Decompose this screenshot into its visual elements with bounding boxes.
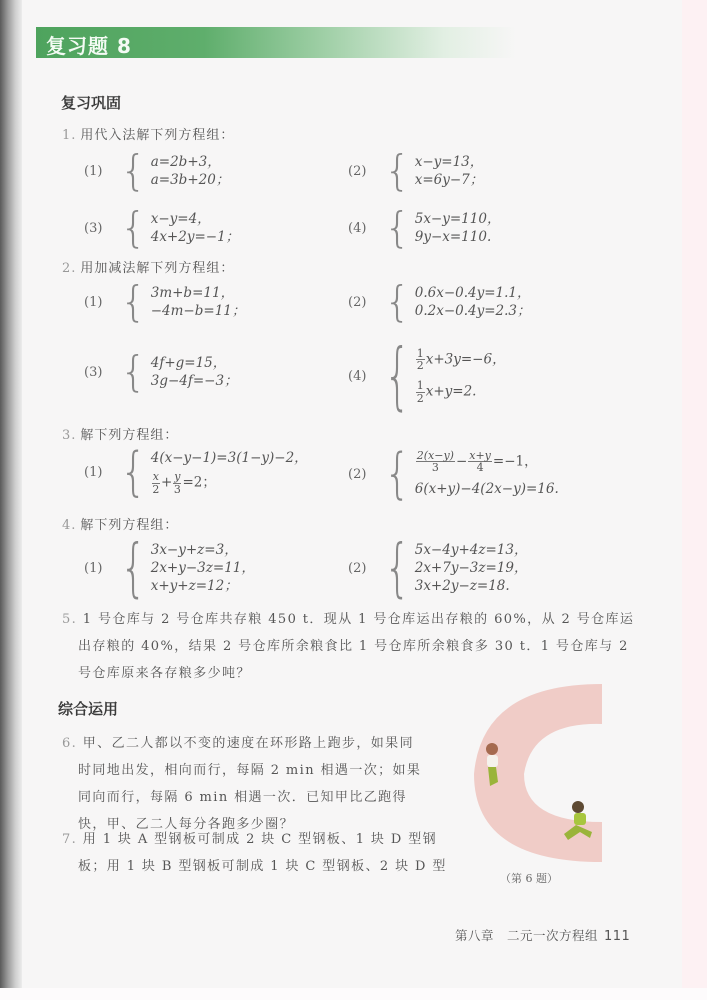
numerator: 1 [416,379,424,392]
equation: 3g−4f=−3； [150,373,238,389]
equation-lines [151,354,238,390]
fraction [416,348,425,372]
equation: x=6y−7； [414,172,484,188]
question-number: 6. [62,736,78,751]
equation-lines [151,284,246,320]
question-text: 用代入法解下列方程组： [80,128,235,143]
q3-part-1 [84,440,308,502]
section-title-review: 复习巩固 [61,94,122,112]
equation: 2x+7y−3z=19， [414,559,528,576]
text-line [62,730,452,757]
question-5 [62,606,662,687]
page-footer [455,926,630,944]
q2-part-1 [84,277,246,326]
brace-icon: { [384,441,411,506]
q1-part-3 [84,203,240,252]
operator: + [160,474,173,491]
denominator: 2 [152,482,160,496]
equation-lines [415,348,506,404]
part-label: (2) [348,466,367,482]
equation-lines [415,210,501,246]
equation-lines [415,284,531,320]
equation: 6(x+y)−4(2x−y)=16. [414,480,559,497]
part-label: (2) [348,294,367,310]
page-bottom-edge [0,988,707,1000]
question-1-stem [62,124,234,143]
q2-part-4 [348,332,506,418]
numerator: x+y [469,448,491,462]
numerator: 1 [416,346,424,360]
track-illustration [452,682,612,867]
question-text: 解下列方程组： [80,518,179,533]
text-line: 出存粮的 40%，结果 2 号仓库所余粮食比 1 号仓库所余粮食多 30 t．1 号仓库与 2 [78,639,629,654]
fraction [416,380,425,404]
brace-icon: { [384,332,411,418]
brace-icon: { [120,277,147,326]
equation-rest: x+y=2. [425,383,477,400]
brace-icon: { [384,530,411,604]
equation-rest: x+3y=−6， [425,351,506,368]
page-edge [682,0,707,1000]
question-number: 4. [62,518,77,533]
equation: a=2b+3， [150,153,221,170]
q4-part-2 [348,530,528,604]
q2-part-3 [84,347,238,396]
equation: 0.2x−0.4y=2.3； [414,303,531,319]
denominator: 2 [416,391,424,405]
q2-part-2 [348,277,531,326]
equation: 3m+b=11， [150,284,235,301]
brace-icon: { [120,347,147,396]
equation-lines [415,541,528,596]
question-6 [62,730,452,838]
equation: x−y=4， [150,210,211,227]
section-title-applied: 综合运用 [58,700,119,718]
part-label: (1) [84,163,103,179]
text-line: 时同地出发，相向而行，每隔 2 min 相遇一次；如果 [78,763,422,778]
denominator: 3 [173,482,181,496]
equation: x−y=13， [414,153,484,170]
line-text: 用 1 块 A 型钢板可制成 2 块 C 型钢板、1 块 D 型钢 [82,832,437,847]
equation: 4(x−y−1)=3(1−y)−2， [150,449,308,466]
question-text: 用加减法解下列方程组： [80,261,235,276]
equation: 9y−x=110. [414,229,492,245]
brace-icon: { [120,146,147,195]
figure-caption: （第 6 题） [500,872,558,885]
line-text: 甲、乙二人都以不变的速度在环形路上跑步，如果同 [82,736,414,751]
fraction [152,471,160,495]
question-number: 3. [62,428,77,443]
equation: 3x−y+z=3， [150,541,238,558]
chapter-title: 第八章 二元一次方程组 [455,928,599,943]
equation: −4m−b=11； [150,303,246,319]
part-label: (2) [348,163,367,179]
equation [415,348,506,372]
question-7 [62,826,452,880]
part-label: (4) [348,220,367,236]
brace-icon: { [120,203,147,252]
part-label: (4) [348,368,367,384]
part-label: (3) [84,220,103,236]
equation-lines [151,210,239,246]
equation [151,471,308,495]
numerator: x [152,470,159,484]
brace-icon: { [384,203,411,252]
q4-part-1 [84,530,255,604]
text-line: 同向而行，每隔 6 min 相遇一次．已知甲比乙跑得 [78,790,407,805]
part-label: (1) [84,560,103,576]
denominator: 2 [416,359,424,373]
numerator: y [174,470,181,484]
part-label: (1) [84,294,103,310]
part-label: (1) [84,464,103,480]
equation: 5x−4y+4z=13， [414,541,528,558]
equation: 0.6x−0.4y=1.1， [414,284,531,301]
part-label: (3) [84,364,103,380]
equation: 5x−y=110， [414,210,501,227]
equation-rest: =−1， [492,453,538,470]
text-line [62,826,452,853]
equation: 4x+2y=−1； [150,229,240,245]
numerator: 2(x−y) [416,448,454,462]
book-spine-shadow [0,0,22,1000]
equation-rest: =2； [182,474,216,491]
fraction [416,450,455,474]
question-2-stem [62,257,234,276]
text-line: 快，甲、乙二人每分各跑多少圈？ [78,817,295,832]
question-number: 1. [62,128,77,143]
fraction [468,450,492,474]
equation-lines [415,153,484,189]
brace-icon: { [120,530,147,604]
equation-lines [151,541,255,596]
text-line: 号仓库原来各存粮多少吨？ [78,666,251,681]
brace-icon: { [120,440,147,502]
operator: − [455,453,468,470]
q1-part-4 [348,203,501,252]
chapter-review-banner [36,27,516,58]
equation: a=3b+20； [150,172,230,188]
equation-lines [151,449,308,495]
q1-part-2 [348,146,484,195]
brace-icon: { [384,146,411,195]
brace-icon: { [384,277,411,326]
denominator: 3 [431,461,439,475]
equation: 3x+2y−z=18. [414,578,510,595]
equation [415,380,506,404]
equation: 4f+g=15， [150,354,227,371]
equation-lines [151,153,230,189]
fraction [173,471,181,495]
question-number: 5. [62,612,78,627]
q3-part-2 [348,441,559,506]
question-number: 7. [62,832,78,847]
equation: 2x+y−3z=11， [150,559,255,576]
banner-title: 复习题 8 [46,34,132,58]
text-line [62,606,662,633]
page-number: 111 [604,929,631,944]
equation [415,450,559,474]
equation: x+y+z=12； [150,578,238,595]
q1-part-1 [84,146,230,195]
text-line: 板；用 1 块 B 型钢板可制成 1 块 C 型钢板、2 块 D 型 [78,859,447,874]
running-track-figure [452,682,612,867]
question-number: 2. [62,261,77,276]
line-text: 1 号仓库与 2 号仓库共存粮 450 t．现从 1 号仓库运出存粮的 60%，从 2 号仓库运 [82,612,635,627]
question-text: 解下列方程组： [80,428,179,443]
part-label: (2) [348,560,367,576]
equation-lines [415,450,559,498]
denominator: 4 [476,461,484,475]
